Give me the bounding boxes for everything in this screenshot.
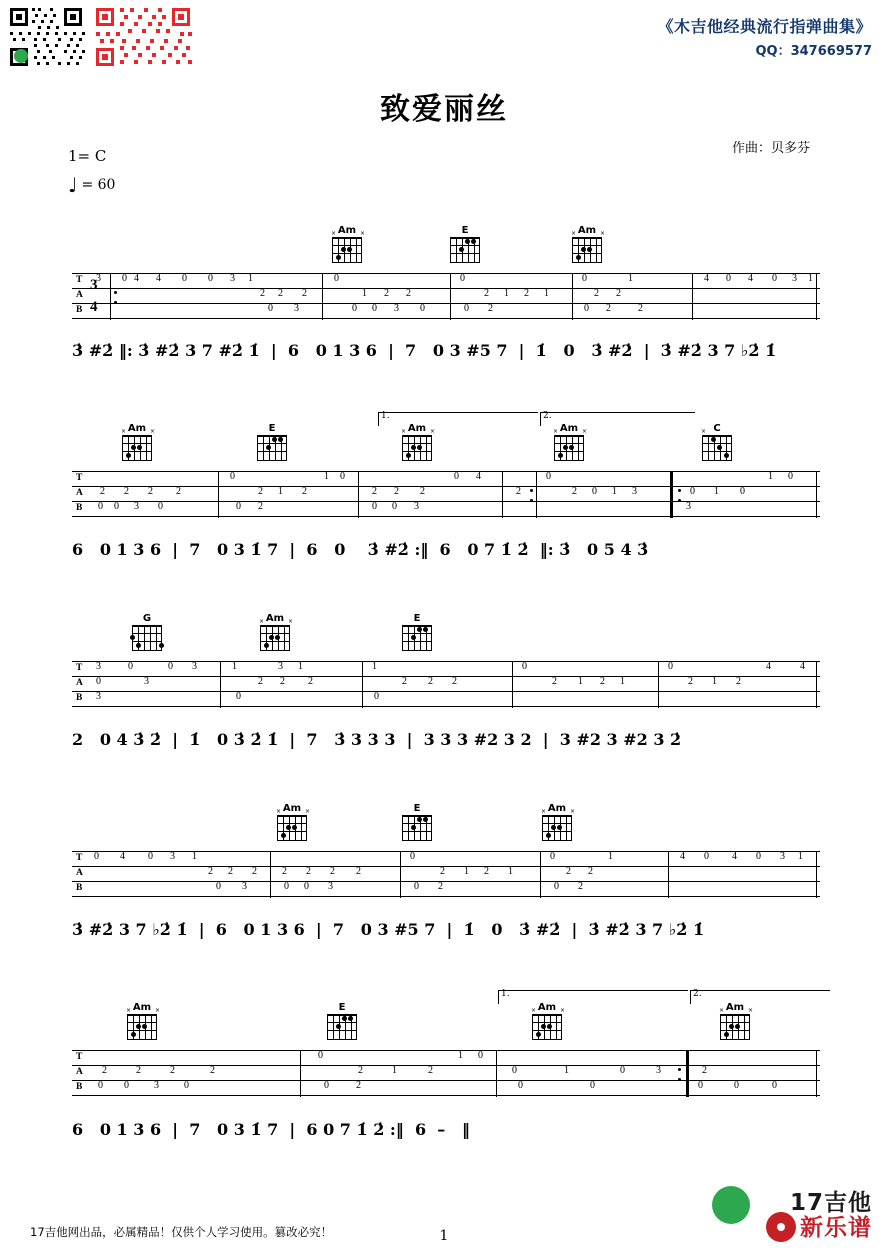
repeat-start — [114, 274, 118, 320]
chord-grid: × × — [572, 237, 602, 263]
chord-grid — [402, 625, 432, 651]
chord-diagram — [400, 423, 434, 461]
chord-grid: × × — [554, 435, 584, 461]
volta-bracket-2 — [690, 990, 830, 1003]
key-signature: 1= C — [68, 147, 107, 165]
chord-name: E — [413, 803, 421, 814]
chord-diagram — [130, 613, 164, 651]
chord-diagram — [125, 1002, 159, 1040]
chord-grid: × — [702, 435, 732, 461]
chord-name: Am — [127, 423, 147, 434]
chord-grid — [257, 435, 287, 461]
tab-clef: T A B — [76, 1052, 83, 1092]
footer-note: 17吉他网出品，必属精品！仅供个人学习使用。篡改必究！ — [30, 1225, 333, 1239]
chord-grid: × × — [277, 815, 307, 841]
chord-name: Am — [282, 803, 302, 814]
chord-name: E — [413, 613, 421, 624]
chord-name: E — [338, 1002, 346, 1013]
chord-name: Am — [337, 225, 357, 236]
chord-diagram — [255, 423, 289, 461]
chord-name: Am — [725, 1002, 745, 1013]
volta-label: 2. — [543, 411, 552, 421]
chord-diagram — [718, 1002, 752, 1040]
chord-diagram — [258, 613, 292, 651]
composer-credit: 作曲：贝多芬 — [731, 141, 810, 156]
melody-line: 6 0 1 3 6 | 7 0 3 1̇ 7 | 6 0 3̇ #2̇ :‖ 6 0 7 1̇ 2̇ ‖: 3̇ 0 5 4 3̇ — [72, 540, 649, 559]
tab-clef: T A B — [76, 275, 83, 315]
chord-grid: × × — [402, 435, 432, 461]
tab-staff: T A B 3 4 0 4 3 4 0 0 3 1 2 2 2 0 3 0 1 2 2 0 0 3 0 0 2 1 2 1 0 2 0 1 2 2 0 2 2 4 0 4 0 3 1 — [72, 273, 820, 319]
melody-line: 6 0 1 3 6 | 7 0 3 1̇ 7 | 6 0 7 1̇ 2̇ :‖ 6 – ‖ — [72, 1120, 470, 1139]
volta-label: 2. — [693, 989, 702, 999]
page-title: 致爱丽丝 — [380, 92, 508, 127]
quarter-note-icon: ♩ — [68, 173, 78, 197]
melody-line: 2 0 4 3̇ 2̇ | 1̇ 0 3̇ 2̇ 1̇ | 7 3̇ 3 3 3 | 3 3 3 #2 3 2 | 3 #2 3 #2 3 2̇ — [72, 730, 682, 749]
chord-name: Am — [547, 803, 567, 814]
chord-grid — [327, 1014, 357, 1040]
tab-staff: T A B 3 0 0 3 0 3 3 1 3 1 2 2 2 0 1 2 2 2 0 0 2 1 2 1 0 2 1 2 4 4 — [72, 661, 820, 707]
chord-name: G — [142, 613, 152, 624]
melody-line: 3̇ #2̇ ‖: 3̇ #2̇ 3 7 #2̇ 1̇ | 6 0 1 3 6 | 7 0 3 #5 7 | 1̇ 0 3̇ #2̇ | 3̇ #2̇ 3 7 ♭2̇ 1̇ — [72, 341, 777, 360]
volta-label: 1. — [501, 989, 510, 999]
chord-grid — [402, 815, 432, 841]
logo-text-primary: 17吉他 — [789, 1190, 872, 1216]
tab-clef: T A B — [76, 663, 83, 703]
chord-diagram — [120, 423, 154, 461]
qr-code-block — [8, 6, 194, 68]
chord-grid: × × — [127, 1014, 157, 1040]
chord-name: Am — [265, 613, 285, 624]
qr-code-red — [94, 6, 194, 68]
chord-diagram — [325, 1002, 359, 1040]
repeat-start — [678, 472, 682, 518]
repeat-end — [530, 472, 534, 518]
tab-staff: T A B 2 2 2 2 0 0 3 0 0 2 1 2 1 0 0 2 0 1 0 3 0 0 2 0 0 0 — [72, 1050, 820, 1096]
chord-name: Am — [559, 423, 579, 434]
guitar-icon — [712, 1186, 750, 1224]
chord-diagram — [570, 225, 604, 263]
chord-name: Am — [537, 1002, 557, 1013]
tempo-marking — [68, 175, 115, 195]
tab-clef: T A B — [76, 473, 83, 513]
chord-grid: × × — [260, 625, 290, 651]
melody-line: 3̇ #2̇ 3 7 ♭2̇ 1̇ | 6 0 1 3 6 | 7 0 3 #5 7 | 1̇ 0 3̇ #2̇ | 3̇ #2̇ 3 7 ♭2̇ 1̇ — [72, 920, 705, 939]
site-logo — [712, 1182, 872, 1242]
chord-diagram — [275, 803, 309, 841]
chord-diagram — [400, 613, 434, 651]
chord-name: Am — [132, 1002, 152, 1013]
chord-grid — [450, 237, 480, 263]
chord-name: E — [461, 225, 469, 236]
tab-staff: T A B 2 2 2 2 0 0 3 0 0 2 1 2 1 0 0 2 2 2 2 0 0 3 0 4 2 0 2 0 1 3 0 1 0 1 0 3 — [72, 471, 820, 517]
chord-diagram — [448, 225, 482, 263]
time-signature: 3 4 — [90, 277, 98, 315]
tempo-value: = 60 — [81, 177, 116, 193]
chord-diagram — [700, 423, 734, 461]
tab-staff: T A B 0 4 0 3 1 2 2 2 0 3 2 2 2 2 0 0 3 0 2 1 2 1 0 2 0 1 2 2 0 2 4 0 4 0 3 1 — [72, 851, 820, 897]
logo-text-secondary: 新乐谱 — [800, 1215, 872, 1241]
page-number: 1 — [439, 1228, 449, 1244]
repeat-end — [678, 1051, 682, 1097]
chord-diagram — [400, 803, 434, 841]
chord-grid: × × — [542, 815, 572, 841]
chord-grid: × × — [720, 1014, 750, 1040]
volta-bracket-1 — [498, 990, 688, 1003]
chord-diagram — [540, 803, 574, 841]
chord-diagram — [552, 423, 586, 461]
qr-code-black — [8, 6, 86, 68]
chord-name: C — [713, 423, 721, 434]
chord-grid — [132, 625, 162, 651]
chord-name: E — [268, 423, 276, 434]
publication-qq: QQ：347669577 — [755, 44, 872, 59]
chord-grid: × × — [122, 435, 152, 461]
chord-grid: × × — [332, 237, 362, 263]
chord-name: Am — [407, 423, 427, 434]
chord-name: Am — [577, 225, 597, 236]
volta-label: 1. — [381, 411, 390, 421]
chord-diagram — [330, 225, 364, 263]
publication-title: 《木吉他经典流行指弹曲集》 — [657, 17, 872, 36]
chord-diagram — [530, 1002, 564, 1040]
chord-grid: × × — [532, 1014, 562, 1040]
tab-clef: T A B — [76, 853, 83, 893]
